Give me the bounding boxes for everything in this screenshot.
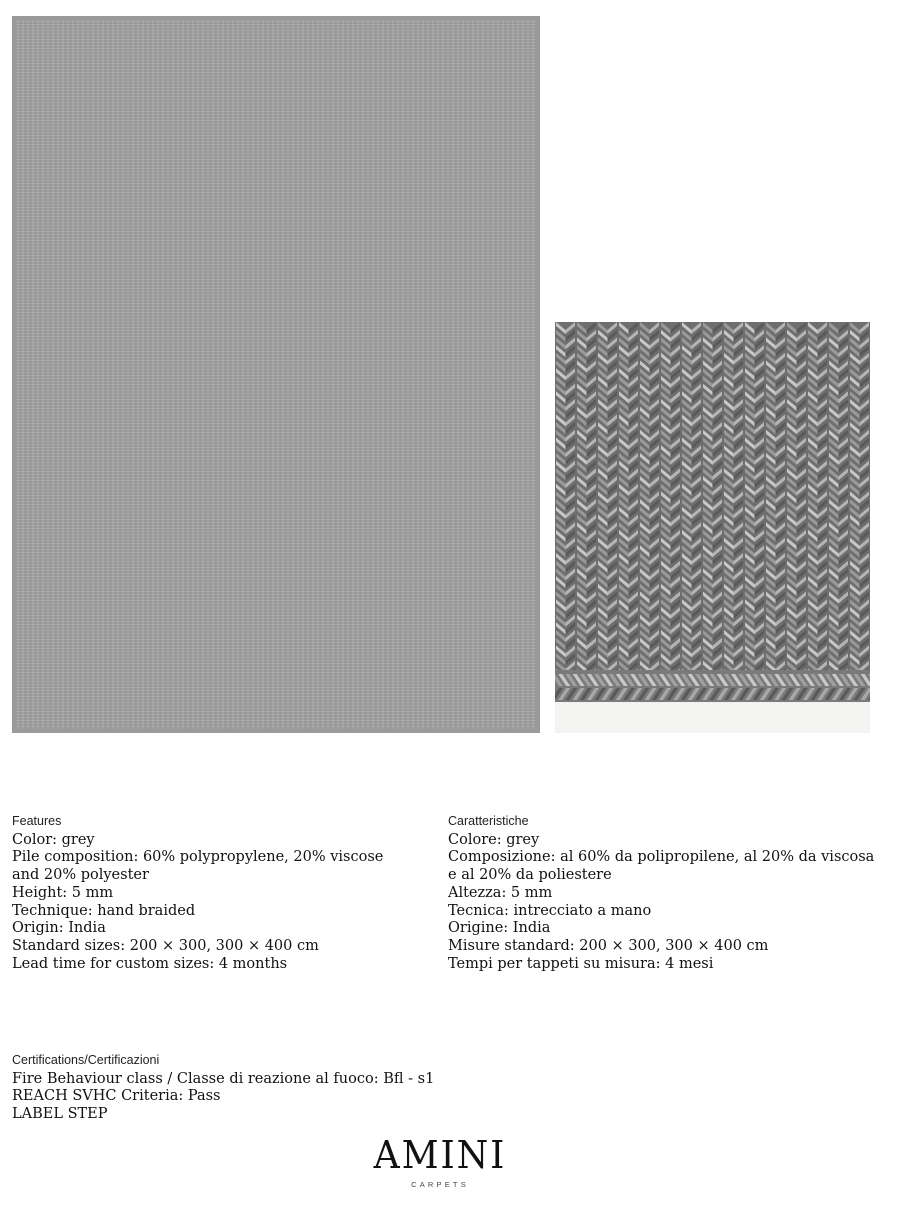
caratteristiche-line: Tempi per tappeti su misura: 4 mesi	[448, 955, 714, 972]
rug-detail-image	[555, 322, 870, 733]
certifications-line: LABEL STEP	[12, 1106, 108, 1123]
certifications-heading: Certifications/Certificazioni	[12, 1053, 160, 1067]
features-line: Pile composition: 60% polypropylene, 20% viscose	[12, 849, 384, 866]
features-line: Lead time for custom sizes: 4 months	[12, 955, 288, 972]
caratteristiche-heading: Caratteristiche	[448, 814, 529, 828]
caratteristiche-line: Colore: grey	[448, 831, 540, 848]
caratteristiche-line: Origine: India	[448, 920, 551, 937]
features-line: Technique: hand braided	[12, 902, 196, 919]
certifications-section	[12, 1052, 612, 1124]
features-section	[12, 813, 412, 973]
brand-name: AMINI	[373, 1133, 507, 1177]
features-line: Standard sizes: 200 × 300, 300 × 400 cm	[12, 937, 319, 954]
certifications-line: REACH SVHC Criteria: Pass	[12, 1088, 221, 1105]
braid-texture	[555, 322, 870, 733]
caratteristiche-section	[448, 813, 888, 973]
caratteristiche-line: e al 20% da poliestere	[448, 867, 612, 884]
features-line: Origin: India	[12, 920, 106, 937]
brand-tagline: CARPETS	[411, 1180, 469, 1189]
caratteristiche-line: Misure standard: 200 × 300, 300 × 400 cm	[448, 937, 769, 954]
features-line: Color: grey	[12, 831, 95, 848]
features-heading: Features	[12, 814, 62, 828]
caratteristiche-line: Tecnica: intrecciato a mano	[448, 902, 652, 919]
caratteristiche-line: Altezza: 5 mm	[448, 884, 553, 901]
brand-logo	[340, 1133, 540, 1189]
features-line: Height: 5 mm	[12, 884, 114, 901]
features-line: and 20% polyester	[12, 867, 149, 884]
rug-main-image	[12, 16, 540, 733]
caratteristiche-line: Composizione: al 60% da polipropilene, al 20% da viscosa	[448, 849, 875, 866]
certifications-line: Fire Behaviour class / Classe di reazione al fuoco: Bfl - s1	[12, 1070, 435, 1087]
